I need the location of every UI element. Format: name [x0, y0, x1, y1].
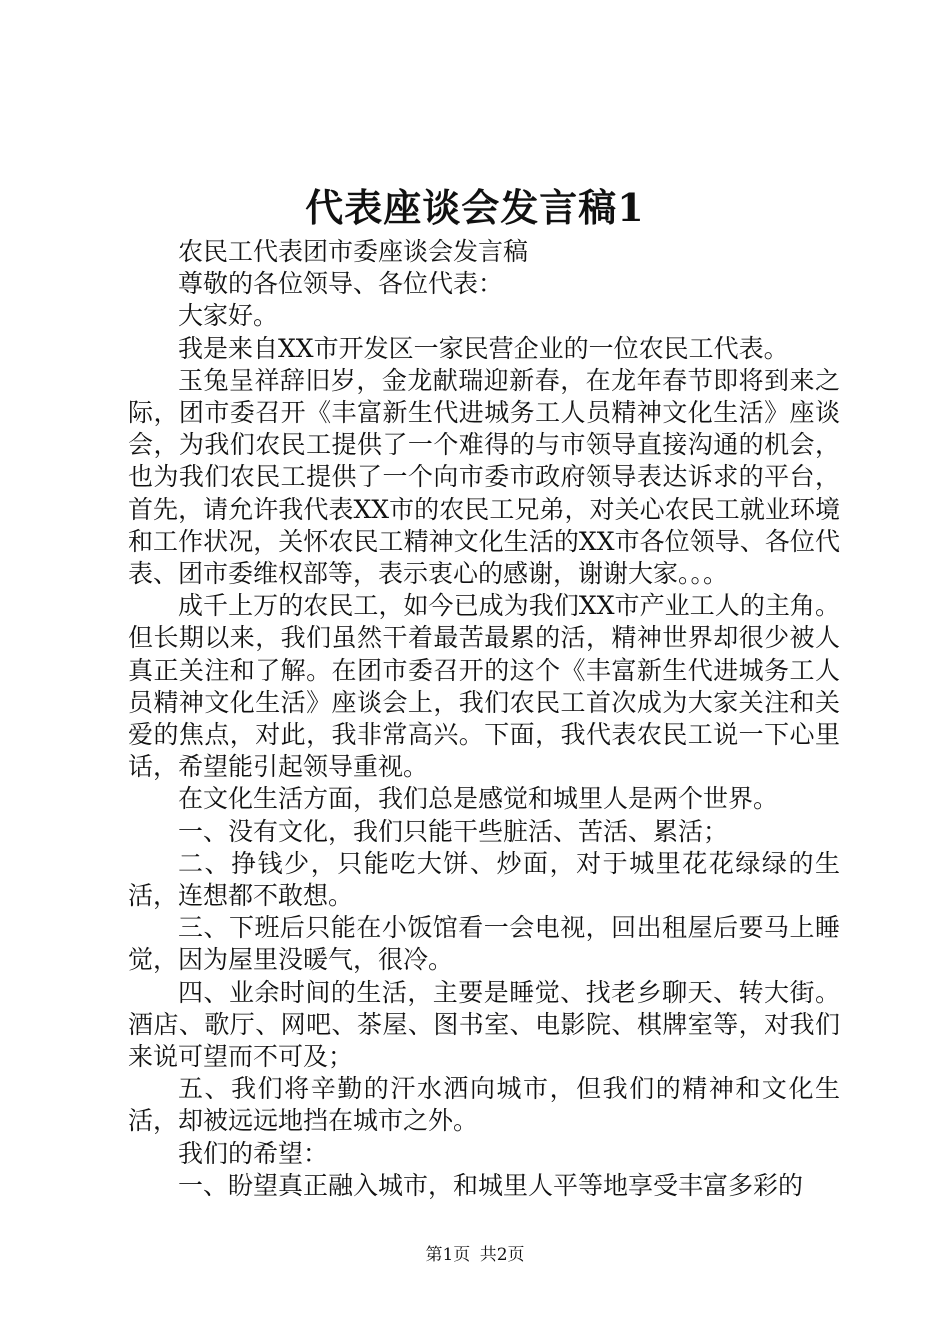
paragraph: 在文化生活方面，我们总是感觉和城里人是两个世界。 [178, 784, 779, 814]
paragraph: 五、我们将辛勤的汗水洒向城市，但我们的精神和文化生活，却被远远地挡在城市之外。 [128, 1074, 840, 1136]
paragraph: 大家好。 [178, 301, 279, 331]
page-total: 共2页 [479, 1245, 525, 1265]
paragraph: 成千上万的农民工，如今已成为我们XX市产业工人的主角。但长期以来，我们虽然干着最苦最累的活，精神世界却很少被人真正关注和了解。在团市委召开的这个《丰富新生代进城务工人员精神文化生活》座谈会上，我们农民工首次成为大家关注和关爱的焦点，对此，我非常高兴。下面，我代表农民工说一下心里话，希望能引起领导重视。 [128, 591, 840, 782]
paragraph: 一、盼望真正融入城市，和城里人平等地享受丰富多彩的 [178, 1170, 804, 1200]
paragraph: 一、没有文化，我们只能干些脏活、苦活、累活； [178, 816, 729, 846]
paragraph: 二、挣钱少，只能吃大饼、炒面，对于城里花花绿绿的生活，连想都不敢想。 [128, 848, 840, 911]
paragraph: 尊敬的各位领导、各位代表： [178, 269, 504, 299]
paragraph: 我是来自XX市开发区一家民营企业的一位农民工代表。 [178, 333, 789, 363]
paragraph: 我们的希望： [178, 1138, 329, 1168]
document-body [128, 236, 840, 1202]
paragraph: 玉兔呈祥辞旧岁，金龙献瑞迎新春，在龙年春节即将到来之际，团市委召开《丰富新生代进城务工人员精神文化生活》座谈会，为我们农民工提供了一个难得的与市领导直接沟通的机会，也为我们农民工提供了一个向市委市政府领导表达诉求的平台，首先，请允许我代表XX市的农民工兄弟，对关心农民工就业环境和工作状况，关怀农民工精神文化生活的XX市各位领导、各位代表、团市委维权部等，表示衷心的感谢，谢谢大家。。。 [128, 365, 840, 589]
page-number: 第1页 [425, 1245, 471, 1265]
paragraph: 四、业余时间的生活，主要是睡觉、找老乡聊天、转大街。酒店、歌厅、网吧、茶屋、图书室、电影院、棋牌室等，对我们来说可望而不可及； [128, 977, 840, 1072]
paragraph: 农民工代表团市委座谈会发言稿 [178, 237, 529, 266]
document-title: 代表座谈会发言稿1 [305, 185, 645, 230]
paragraph: 三、下班后只能在小饭馆看一会电视，回出租屋后要马上睡觉，因为屋里没暖气，很冷。 [128, 913, 840, 975]
page-footer [0, 1243, 950, 1267]
